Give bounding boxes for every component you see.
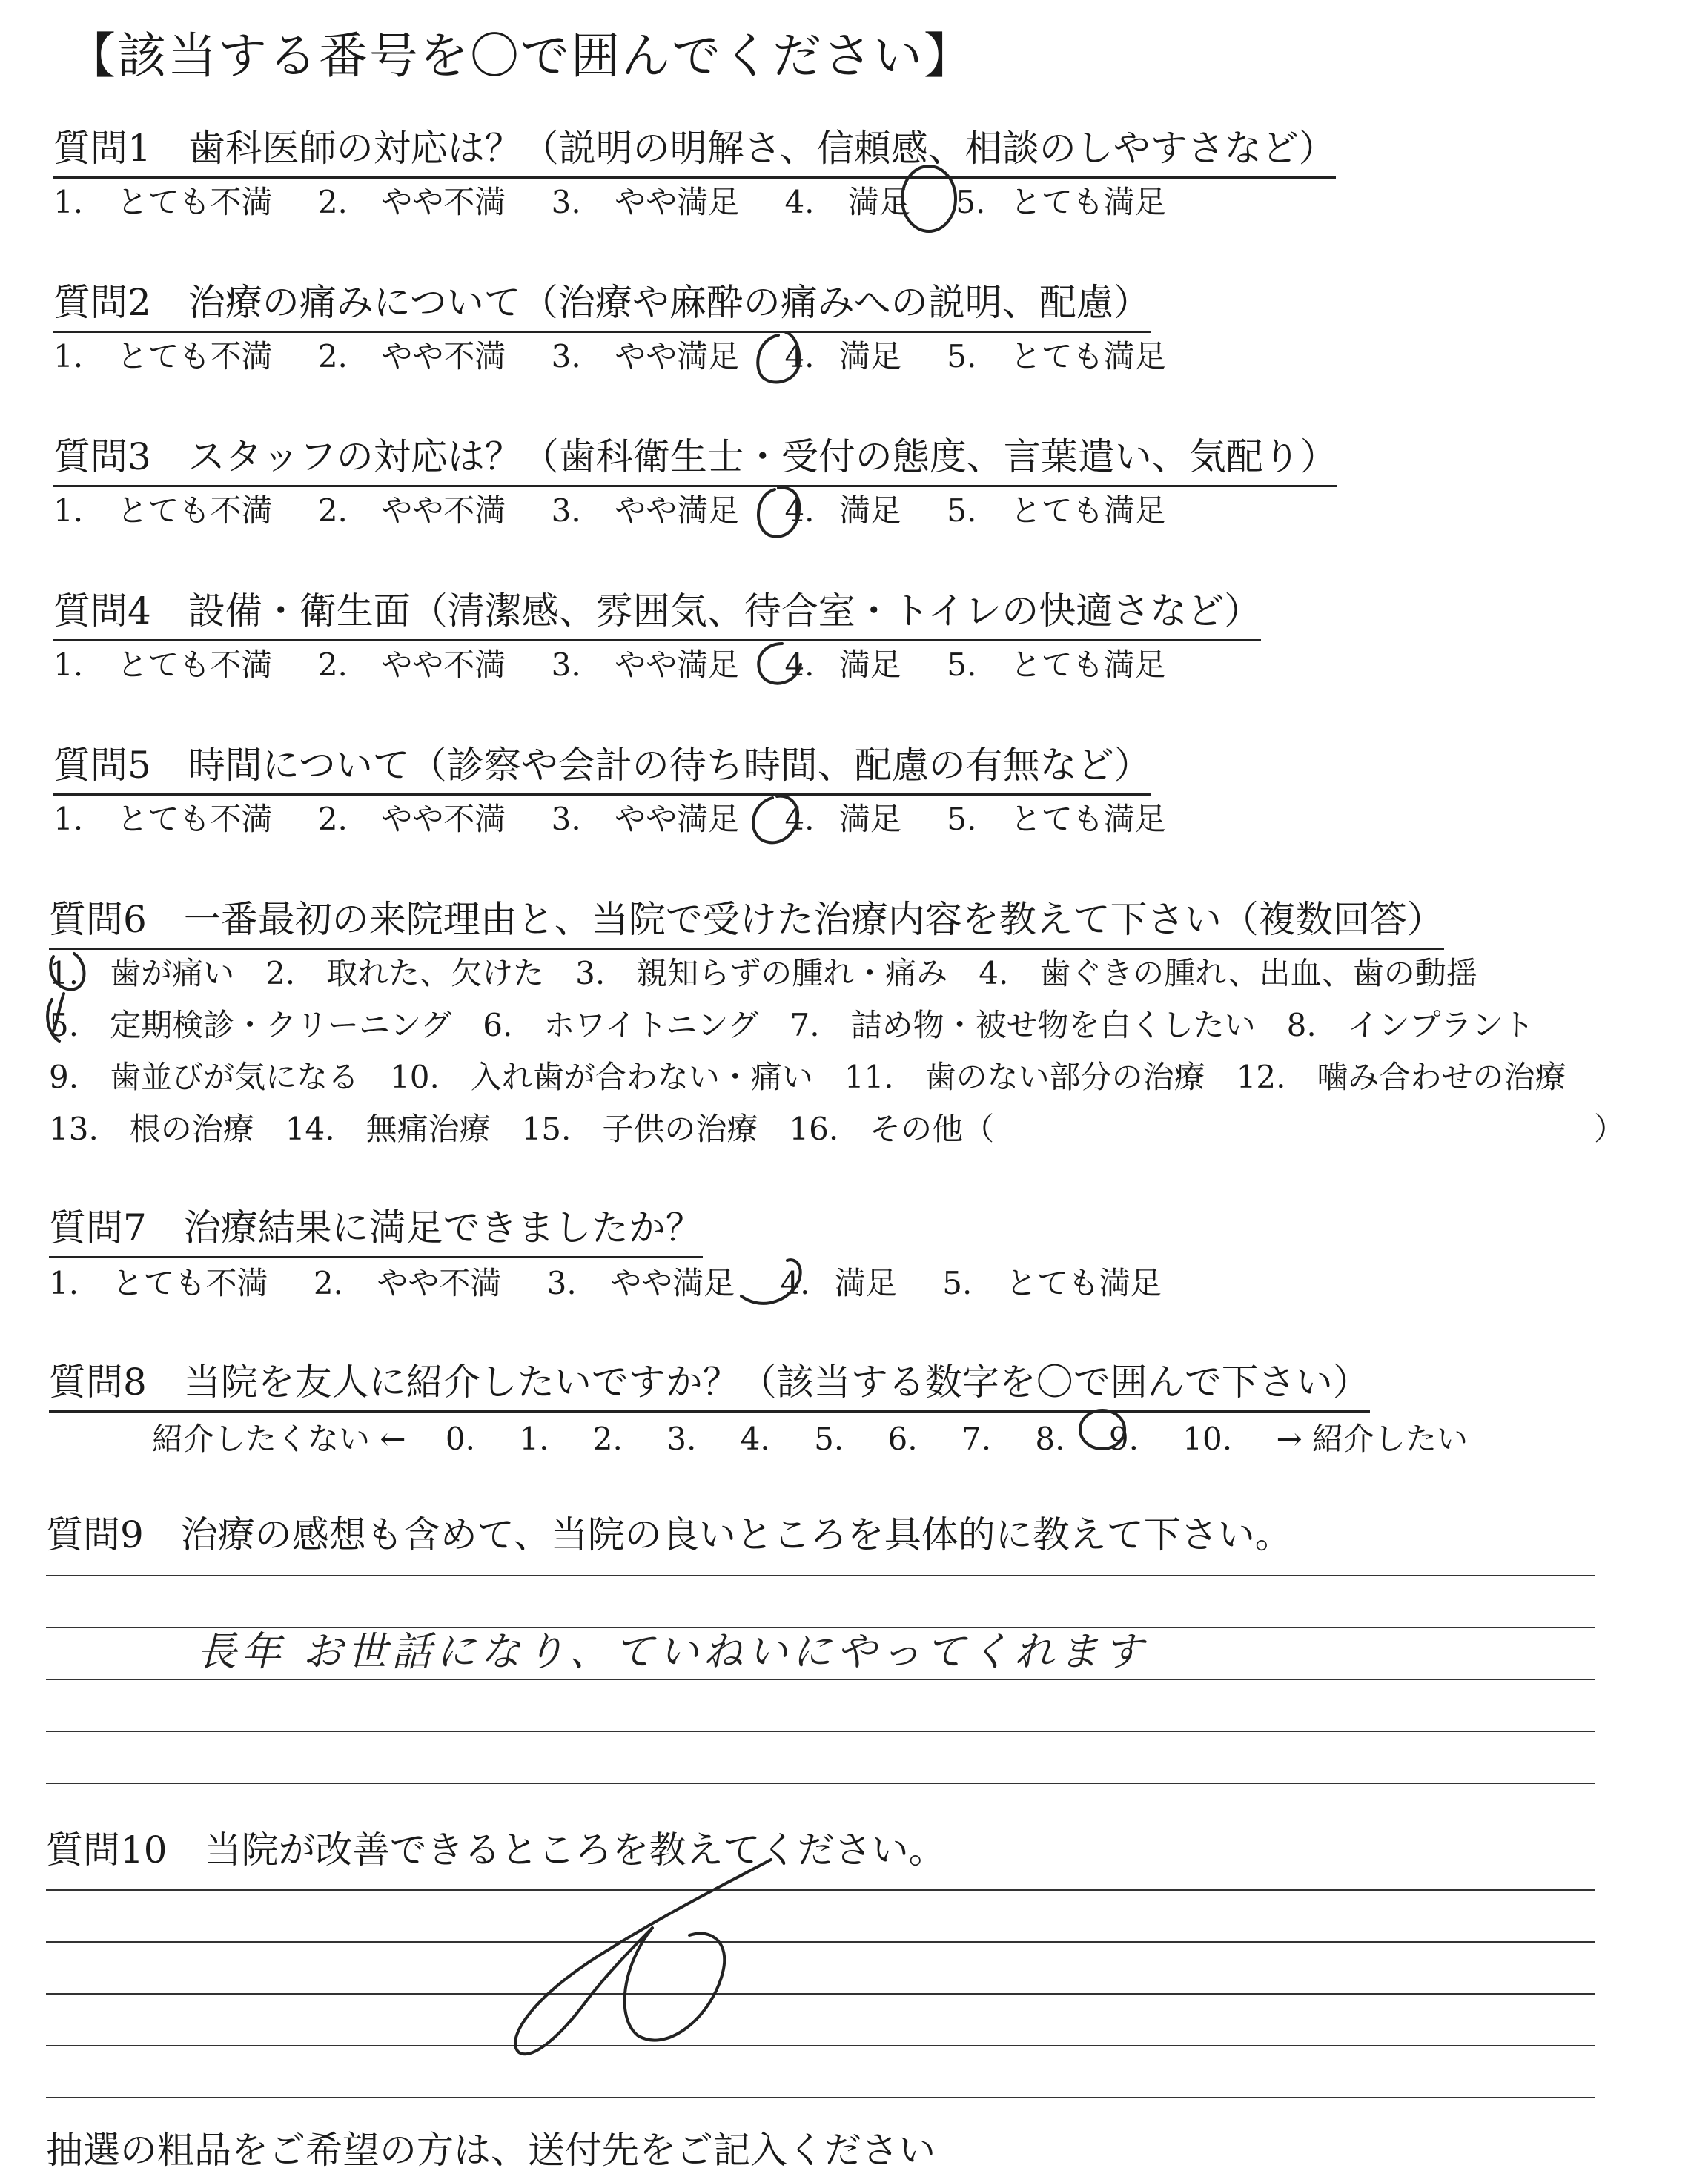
- option-label: とても満足: [1010, 492, 1166, 529]
- option-label: 満足: [838, 647, 901, 683]
- option-num: 1.: [53, 338, 84, 374]
- option-label: とても満足: [1010, 338, 1166, 374]
- scale-value[interactable]: 0.: [445, 1421, 475, 1457]
- option-num: 4.: [784, 492, 815, 529]
- scale-value[interactable]: 10.: [1182, 1421, 1233, 1457]
- option-label: とても満足: [1010, 801, 1166, 837]
- footer-note: 抽選の粗品をご希望の方は、送付先をご記入ください: [46, 2129, 936, 2172]
- scale-value[interactable]: 6.: [887, 1421, 918, 1457]
- scale-value[interactable]: 2.: [592, 1421, 623, 1457]
- option-label: とても満足: [1010, 647, 1166, 683]
- option-num: 5.: [947, 801, 977, 837]
- option-label: とても不満: [116, 184, 273, 220]
- scale-right-label: → 紹介したい: [1276, 1421, 1468, 1457]
- question-6-close-paren: ）: [1594, 1111, 1626, 1147]
- scale-value[interactable]: 3.: [666, 1421, 697, 1457]
- question-6-row-3[interactable]: 9. 歯並びが気になる 10. 入れ歯が合わない・痛い 11. 歯のない部分の治療 12. 噛み合わせの治療: [49, 1059, 1566, 1095]
- option-num: 1.: [53, 492, 84, 529]
- option-num: 3.: [551, 184, 581, 220]
- option-num: 3.: [551, 492, 581, 529]
- option-num: 2.: [313, 1265, 343, 1301]
- option-label: とても満足: [1005, 1265, 1162, 1301]
- option-label: とても不満: [116, 492, 273, 529]
- question-2-options[interactable]: [53, 332, 1166, 377]
- option-num: 1.: [49, 1265, 79, 1301]
- option-label: やや満足: [610, 1265, 735, 1301]
- question-9-handwritten-answer[interactable]: 長年 お世話になり、ていねいにやってくれます: [196, 1628, 1148, 1675]
- question-8-title: 質問8 当院を友人に紹介したいですか？（該当する数字を〇で囲んで下さい）: [49, 1352, 1370, 1413]
- option-num: 5.: [947, 492, 977, 529]
- option-num: 4.: [784, 647, 815, 683]
- option-label: とても不満: [112, 1265, 268, 1301]
- answer-line: [46, 1941, 1595, 1943]
- option-label: やや満足: [615, 338, 740, 374]
- option-num: 3.: [551, 647, 581, 683]
- question-6-row-4[interactable]: 13. 根の治療 14. 無痛治療 15. 子供の治療 16. その他（: [49, 1111, 995, 1147]
- option-label: やや不満: [377, 1265, 502, 1301]
- question-5-title: 質問5 時間について（診察や会計の待ち時間、配慮の有無など）: [53, 736, 1151, 796]
- option-label: やや満足: [615, 647, 740, 683]
- option-label: 満足: [838, 801, 901, 837]
- question-4-options[interactable]: [53, 641, 1166, 685]
- option-label: やや満足: [615, 492, 740, 529]
- option-label: やや不満: [381, 647, 506, 683]
- question-7-title: 質問7 治療結果に満足できましたか？: [49, 1198, 703, 1258]
- scale-value[interactable]: 9.: [1108, 1421, 1139, 1457]
- option-num: 2.: [317, 801, 348, 837]
- option-num: 5.: [942, 1265, 973, 1301]
- question-3-options[interactable]: [53, 486, 1166, 531]
- option-label: 満足: [838, 492, 901, 529]
- question-3-title: 質問3 スタッフの対応は？（歯科衛生士・受付の態度、言葉遣い、気配り）: [53, 427, 1337, 487]
- scale-value[interactable]: 5.: [814, 1421, 844, 1457]
- question-10-title: 質問10 当院が改善できるところを教えてください。: [46, 1828, 946, 1871]
- option-label: やや満足: [615, 184, 740, 220]
- option-label: 満足: [838, 338, 901, 374]
- answer-line: [46, 2045, 1595, 2046]
- option-label: やや不満: [381, 338, 506, 374]
- scale-value[interactable]: 7.: [961, 1421, 992, 1457]
- option-label: やや不満: [381, 801, 506, 837]
- question-2-title: 質問2 治療の痛みについて（治療や麻酔の痛みへの説明、配慮）: [53, 273, 1151, 333]
- page-title: 【該当する番号を〇で囲んでください】: [67, 27, 974, 85]
- option-label: とても不満: [116, 647, 273, 683]
- option-label: 満足: [834, 1265, 897, 1301]
- option-num: 1.: [53, 801, 84, 837]
- question-4-title: 質問4 設備・衛生面（清潔感、雰囲気、待合室・トイレの快適さなど）: [53, 581, 1261, 641]
- answer-line: [46, 2097, 1595, 2098]
- option-num: 4.: [784, 338, 815, 374]
- option-label: やや不満: [381, 492, 506, 529]
- answer-line: [46, 1889, 1595, 1891]
- option-num: 5.: [947, 647, 977, 683]
- option-label: やや満足: [615, 801, 740, 837]
- option-num: 3.: [551, 338, 581, 374]
- option-num: 2.: [317, 647, 348, 683]
- question-5-options[interactable]: [53, 795, 1166, 839]
- question-6-row-1[interactable]: 1. 歯が痛い 2. 取れた、欠けた 3. 親知らずの腫れ・痛み 4. 歯ぐきの腫れ、出血、歯の動揺: [49, 955, 1477, 991]
- option-num: 4.: [784, 801, 815, 837]
- question-7-options[interactable]: [49, 1259, 1162, 1304]
- option-num: 2.: [317, 184, 348, 220]
- option-num: 5.: [947, 338, 977, 374]
- option-num: 1.: [53, 647, 84, 683]
- option-num: 5.: [956, 184, 986, 220]
- question-6-title: 質問6 一番最初の来院理由と、当院で受けた治療内容を教えて下さい（複数回答）: [49, 890, 1444, 950]
- option-num: 1.: [53, 184, 84, 220]
- question-1-title: 質問1 歯科医師の対応は？（説明の明解さ、信頼感、相談のしやすさなど）: [53, 119, 1336, 179]
- option-num: 2.: [317, 338, 348, 374]
- scale-value[interactable]: 4.: [740, 1421, 770, 1457]
- option-label: とても不満: [116, 338, 273, 374]
- option-label: とても不満: [116, 801, 273, 837]
- option-num: 3.: [551, 801, 581, 837]
- scale-value[interactable]: 1.: [519, 1421, 549, 1457]
- option-num: 4.: [780, 1265, 810, 1301]
- answer-line: [46, 1993, 1595, 1995]
- scale-value[interactable]: 8.: [1035, 1421, 1065, 1457]
- option-label: 満足: [847, 184, 910, 220]
- option-num: 3.: [546, 1265, 577, 1301]
- question-9-title: 質問9 治療の感想も含めて、当院の良いところを具体的に教えて下さい。: [46, 1513, 1292, 1556]
- option-label: やや不満: [381, 184, 506, 220]
- answer-line: [46, 1575, 1595, 1576]
- answer-line: [46, 1731, 1595, 1732]
- question-6-row-2[interactable]: 5. 定期検診・クリーニング 6. ホワイトニング 7. 詰め物・被せ物を白くしたい 8. インプラント: [49, 1007, 1535, 1043]
- option-num: 2.: [317, 492, 348, 529]
- recommend-scale[interactable]: [152, 1415, 1468, 1459]
- option-label: とても満足: [1010, 184, 1166, 220]
- scale-left-label: 紹介したくない ←: [152, 1421, 406, 1457]
- answer-line: [46, 1783, 1595, 1784]
- question-1-options[interactable]: [53, 178, 1166, 222]
- option-num: 4.: [784, 184, 815, 220]
- answer-line: [46, 1679, 1595, 1680]
